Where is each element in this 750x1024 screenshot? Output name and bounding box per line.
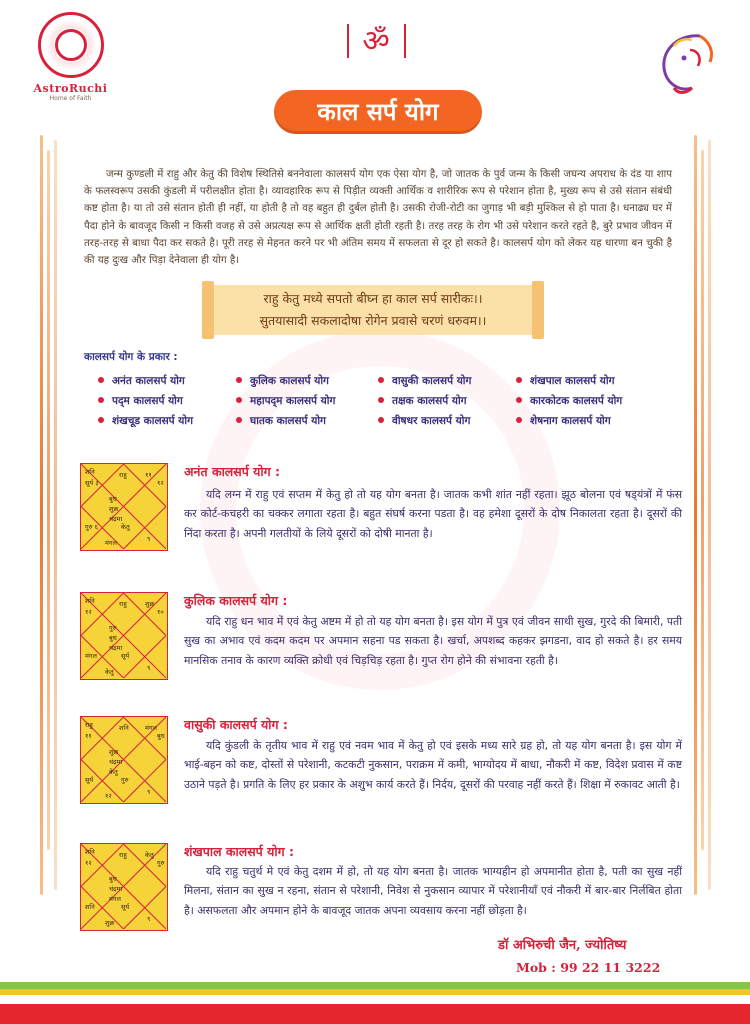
bullet-icon xyxy=(516,377,522,383)
type-item xyxy=(236,374,329,388)
kundli-label: शनि xyxy=(85,848,95,856)
kundli-label: मंगल xyxy=(105,539,117,547)
decor-stick xyxy=(40,135,43,895)
kundli-label: केतु xyxy=(145,851,154,859)
kundli-label: १२ xyxy=(85,859,92,867)
bullet-icon xyxy=(236,377,242,383)
kundli-label: शुक्र xyxy=(109,748,119,756)
bullet-icon xyxy=(236,397,242,403)
shloka-line-2: सुतयासादी सकलादोषा रोगेन प्रवासे चरणं धरुवम।। xyxy=(259,313,487,328)
kundli-label: बुध xyxy=(109,634,117,642)
kundli-chart xyxy=(80,716,168,804)
kundli-label: गुरु xyxy=(157,859,165,867)
kundli-label: राहु xyxy=(119,851,127,859)
kundli-label: शुक्र xyxy=(145,600,155,608)
kundli-label: ११ xyxy=(85,732,92,740)
kundli-label: गुरु xyxy=(121,776,129,784)
kundli-label: चंद्रमा xyxy=(109,515,123,523)
kundli-label: शुक्र xyxy=(109,505,119,513)
type-label: महापद्‌म कालसर्प योग xyxy=(250,395,336,407)
kundli-label: चंद्रमा xyxy=(109,758,123,766)
kundli-label: गुरु ६ xyxy=(85,523,98,531)
brand-tagline: Home of Faith xyxy=(49,95,92,102)
bullet-icon xyxy=(98,417,104,423)
type-label: घातक कालसर्प योग xyxy=(250,415,326,427)
kundli-label: राहु xyxy=(85,721,93,729)
kundli-label: बुध xyxy=(109,495,117,503)
om-icon: ॐ xyxy=(362,24,390,59)
type-label: वासुकी कालसर्प योग xyxy=(392,375,472,387)
kundli-label: केतु xyxy=(109,768,118,776)
mandala-icon xyxy=(38,12,104,78)
kundli-chart xyxy=(80,463,168,551)
section-body: यदि कुंडली के तृतीय भाव में राहु एवं नवम भाव में केतु हो एवं इसके मध्य सारे ग्रह हो, तो यह योग बनता है। इस योग में भाई-बहन को कष्ट, दोस्तों से परेशानी, कटकटी नुकसान, पराक्रम में कमी, भाग्योदय में बाधा, नौकरी में कष्ट, विदेश प्रवास में कष्ट उठाने पड़ते है। प्रगति के लिए हर प्रकार के अशुभ कार्य करते हैं। निर्दय, दूसरों की परवाह नहीं करते हैं। शिक्षा में रुकावट आती है। xyxy=(184,739,682,791)
kundli-label: राहु xyxy=(119,600,127,608)
bullet-icon xyxy=(98,377,104,383)
brand-logo xyxy=(18,12,123,112)
bullet-icon xyxy=(378,417,384,423)
section-body: यदि लग्न में राहु एवं सप्तम में केतु हो तो यह योग बनता है। जातक कभी शांत नहीं रहता। झूठ बोलना एवं षड्‌यंत्रों में फंस कर कोर्ट-कचहरी का चक्कर लगाता रहता है। बहुत संघर्ष करना पडता है। वह हमेशा दूसरों के दोष निकालता रहता है। दूसरों की निंदा करता है। अपनी गलतीयों के लिये दूसरों को दोषी मानता है। xyxy=(184,488,682,540)
type-label: कारकोटक कालसर्प योग xyxy=(530,395,623,407)
kundli-label: शनि xyxy=(85,597,95,605)
shloka-line-1: राहु केतु मध्ये सपतो बीघ्न हा काल सर्प सारीकः।। xyxy=(263,291,483,306)
kundli-label: शनि xyxy=(85,903,95,911)
footer-stripes xyxy=(0,982,750,1024)
bullet-icon xyxy=(516,417,522,423)
kundli-label: चंद्रमा xyxy=(109,885,123,893)
bullet-icon xyxy=(378,377,384,383)
intro-paragraph: जन्म कुण्डली में राहु और केतु की विशेष स्थितिसे बननेवाला कालसर्प योग एक ऐसा योग है, जो जातक के पुर्व जन्म के किसी जघन्य अपराध के दंड या शाप के फलस्वरूप उसकी कुंडली में परीलक्षीत होता है। व्यावहारिक रूप से पिड़ीत व्यक्ती आर्थिक व शारीरिक रूप से परेशान होता है, मुख्य रूप से उसे संतान संबंधी कष्ट होता है। या तो उसे संतान होती ही नहीं, या होती है तो वह बहुत ही दुर्बल होती है। उसकी रोजी-रोटी का जुगाड़ भी बड़ी मुश्किल से हो पाता है। धनाढ्य घर में पैदा होने के बावजूद किसी न किसी वजह से उसे अप्रत्यक्ष रूप से आर्थिक क्षती होती रहती है। तरह तरह के रोग भी उसे परेशान करते रहते है, बुरे प्रभाव जीवन में तरह-तरह से बाधा पैदा कर सकते है। पूरी तरह से मेहनत करने पर भी अंतिम समय में सफलता से दूर हो सकते है। कालसर्प योग को लेकर यह धारणा बन चुकी है की यह दुःख और पिड़ा देनेवाला ही योग है। xyxy=(84,169,672,267)
bullet-icon xyxy=(236,417,242,423)
section-title: शंखपाल कालसर्प योग : xyxy=(184,844,294,859)
type-item xyxy=(516,414,611,428)
kundli-label: ९ xyxy=(147,664,151,672)
om-divider xyxy=(347,24,349,58)
page-title: काल सर्प योग xyxy=(274,90,482,134)
decor-stick xyxy=(47,150,50,850)
bullet-icon xyxy=(378,397,384,403)
type-item xyxy=(516,374,615,388)
brand-name: AstroRuchi xyxy=(33,82,108,95)
type-item xyxy=(98,414,193,428)
type-label: वीषधर कालसर्प योग xyxy=(392,415,471,427)
kundli-label: ९ xyxy=(147,915,151,923)
kundli-label: केतु xyxy=(121,523,130,531)
kundli-label: मंगल xyxy=(145,724,157,732)
kundli-label: राहु xyxy=(119,471,127,479)
type-label: शंखचूड कालसर्प योग xyxy=(112,415,194,427)
kundli-label: मंगल xyxy=(85,652,97,660)
type-item xyxy=(378,394,467,408)
decor-stick xyxy=(708,140,711,890)
kundli-label: ९ xyxy=(147,535,151,543)
section-title: वासुकी कालसर्प योग : xyxy=(184,717,288,732)
type-item xyxy=(378,374,471,388)
kundli-label: ९ xyxy=(147,788,151,796)
kundli-label: १० xyxy=(157,608,164,616)
type-item xyxy=(378,414,470,428)
kundli-chart xyxy=(80,592,168,680)
kundli-label: सूर्य xyxy=(121,903,130,911)
decor-stick xyxy=(701,150,704,850)
kundli-label: शनि xyxy=(119,724,129,732)
kundli-chart xyxy=(80,843,168,931)
om-divider xyxy=(404,24,406,58)
kundli-label: १२ xyxy=(105,792,112,800)
author-mobile: Mob : 99 22 11 3222 xyxy=(516,960,661,975)
kundli-label: शुक्र xyxy=(105,919,115,927)
decor-stick xyxy=(694,135,697,895)
shloka-box xyxy=(212,285,534,335)
kundli-label: मंगल xyxy=(109,895,121,903)
kundli-label: बुध xyxy=(157,732,165,740)
kundli-label: केतु xyxy=(105,668,114,676)
section-title: अनंत कालसर्प योग : xyxy=(184,464,281,479)
kundli-label: ११ xyxy=(145,471,152,479)
type-label: कुलिक कालसर्प योग xyxy=(250,375,329,387)
type-label: पद्‌म कालसर्प योग xyxy=(112,395,183,407)
type-label: तक्षक कालसर्प योग xyxy=(392,395,467,407)
type-item xyxy=(236,394,335,408)
kundli-label: सूर्य xyxy=(85,776,94,784)
kundli-label: चंद्रमा xyxy=(109,644,123,652)
section-body: यदि राहु धन भाव में एवं केतु अष्टम में हो तो यह योग बनता है। इस योग में पुत्र एवं जीवन साथी सुख, गुरदे की बिमारी, पती सुख का अभाव एवं कदम कदम पर अपमान सहना पड सकता है। खर्चा, अपशब्द कहकर झगडना, वाद हो सकते है। हर समय मानसिक तनाव के कारण व्यक्ति क्रोधी एवं चिड़चिड़ रहता है। गुप्त रोग होने की संभावना रहती है। xyxy=(184,615,682,667)
kundli-label: १२ xyxy=(85,608,92,616)
author-name: डॉ अभिरुची जैन, ज्योतिष्य xyxy=(498,938,627,953)
kundli-label: गुरु xyxy=(109,624,117,632)
decor-stick xyxy=(54,140,57,890)
type-label: शेषनाग कालसर्प योग xyxy=(530,415,611,427)
type-item xyxy=(98,374,185,388)
ganesh-icon xyxy=(650,28,720,100)
bullet-icon xyxy=(98,397,104,403)
kundli-label: १२ xyxy=(157,479,164,487)
kundli-label: शनि xyxy=(85,468,95,476)
kundli-label: सूर्य xyxy=(121,652,130,660)
kundli-label: सूर्य ३ xyxy=(85,479,99,487)
type-label: शंखपाल कालसर्प योग xyxy=(530,375,615,387)
type-label: अनंत कालसर्प योग xyxy=(112,375,185,387)
section-body: यदि राहु चतुर्थ मे एवं केतु दशम में हो, तो यह योग बनता है। जातक भाग्यहीन हो अपमानीत होता है, पती का सुख नहीं मिलना, संतान का सुख न रहना, संतान से परेशानी, निवेश से नुकसान व्यापार में परेशानीयाँ एवं नौकरी में बार-बार निर्लबित होता है। असफलता और अपमान होने के बावजूद जातक अपना व्यवसाय करना नहीं छोड़ता है। xyxy=(184,865,682,917)
section-title: कुलिक कालसर्प योग : xyxy=(184,593,288,608)
types-heading: कालसर्प योग के प्रकार : xyxy=(84,351,178,363)
bullet-icon xyxy=(516,397,522,403)
type-item xyxy=(98,394,183,408)
type-item xyxy=(516,394,622,408)
kundli-label: बुध xyxy=(109,875,117,883)
type-item xyxy=(236,414,326,428)
